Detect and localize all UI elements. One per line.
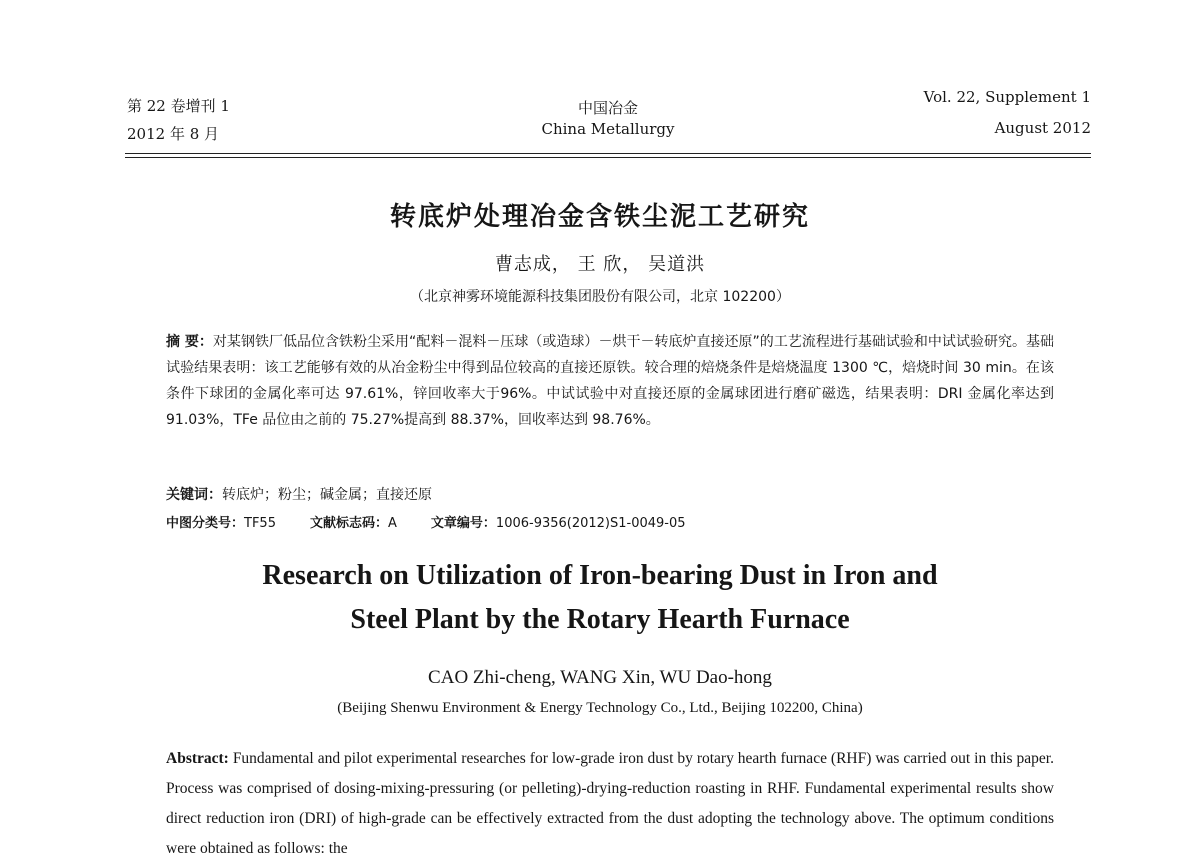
authors-cn: 曹志成， 王 欣， 吴道洪 <box>494 254 706 275</box>
journal-name-cn: 中国冶金 <box>577 99 638 117</box>
journal-name-en: China Metallurgy <box>541 120 675 138</box>
article-no-value: 1006-9356(2012)S1-0049-05 <box>495 516 686 531</box>
journal-date: 2012 年 8 月 <box>127 125 220 143</box>
journal-date-en: August 2012 <box>994 119 1091 137</box>
abstract-label-en: Abstract: <box>166 750 229 767</box>
abstract-text-en: Fundamental and pilot experimental researches for low-grade iron dust by rotary hearth furnace (RHF) was carried out in this paper. Process was comprised of dosing-mixing-pressuring (or pelleting)-drying-reduction roasting in RHF. Fundamental experimental results show direct reduction iron (DRI) of high-grade can be effectively extracted from the dust adopting the technology above. The optimum conditions were obtained as follows: the <box>166 750 1054 857</box>
authors-en: CAO Zhi-cheng, WANG Xin, WU Dao-hong <box>428 667 772 688</box>
abstract-cn <box>166 329 1054 433</box>
abstract-en <box>166 744 1054 864</box>
header-rule-top <box>125 153 1091 154</box>
journal-volume-en: Vol. 22, Supplement 1 <box>923 88 1091 106</box>
header-rule-bottom <box>125 157 1091 158</box>
paper-title-en-line1: Research on Utilization of Iron-bearing Dust in Iron and <box>262 560 938 591</box>
affiliation-en: (Beijing Shenwu Environment & Energy Technology Co., Ltd., Beijing 102200, China) <box>337 700 863 716</box>
abstract-text-cn: 对某钢铁厂低品位含铁粉尘采用“配料－混料－压球（或造球）－烘干－转底炉直接还原”的工艺流程进行基础试验和中试试验研究。基础试验结果表明：该工艺能够有效的从冶金粉尘中得到品位较高的直接还原铁。较合理的焙烧条件是焙烧温度 1300 ℃，焙烧时间 30 min。在该条件下球团的金属化率可达 97.61%，锌回收率大于96%。中试试验中对直接还原的金属球团进行磨矿磁选，结果表明：DRI 金属化率达到 91.03%，TFe 品位由之前的 75.27%提高到 88.37%，回收率达到 98.76%。 <box>166 334 1054 428</box>
classification-line <box>166 512 686 531</box>
journal-volume: 第 22 卷增刊 1 <box>127 97 230 115</box>
keywords-label: 关键词： <box>166 487 222 503</box>
keywords-text: 转底炉；粉尘；碱金属；直接还原 <box>222 487 432 503</box>
affiliation-cn: （北京神雾环境能源科技集团股份有限公司，北京 102200） <box>410 289 790 305</box>
keywords-cn <box>166 484 432 504</box>
paper-title-en-line2: Steel Plant by the Rotary Hearth Furnace <box>350 604 850 635</box>
doc-code-label: 文献标志码： <box>309 516 388 531</box>
abstract-label-cn: 摘 要： <box>166 334 213 350</box>
article-no-label: 文章编号： <box>430 516 496 531</box>
paper-title-cn: 转底炉处理冶金含铁尘泥工艺研究 <box>389 202 810 232</box>
clc-value: TF55 <box>244 516 276 531</box>
doc-code-value: A <box>388 516 397 531</box>
clc-label: 中图分类号： <box>166 516 245 531</box>
